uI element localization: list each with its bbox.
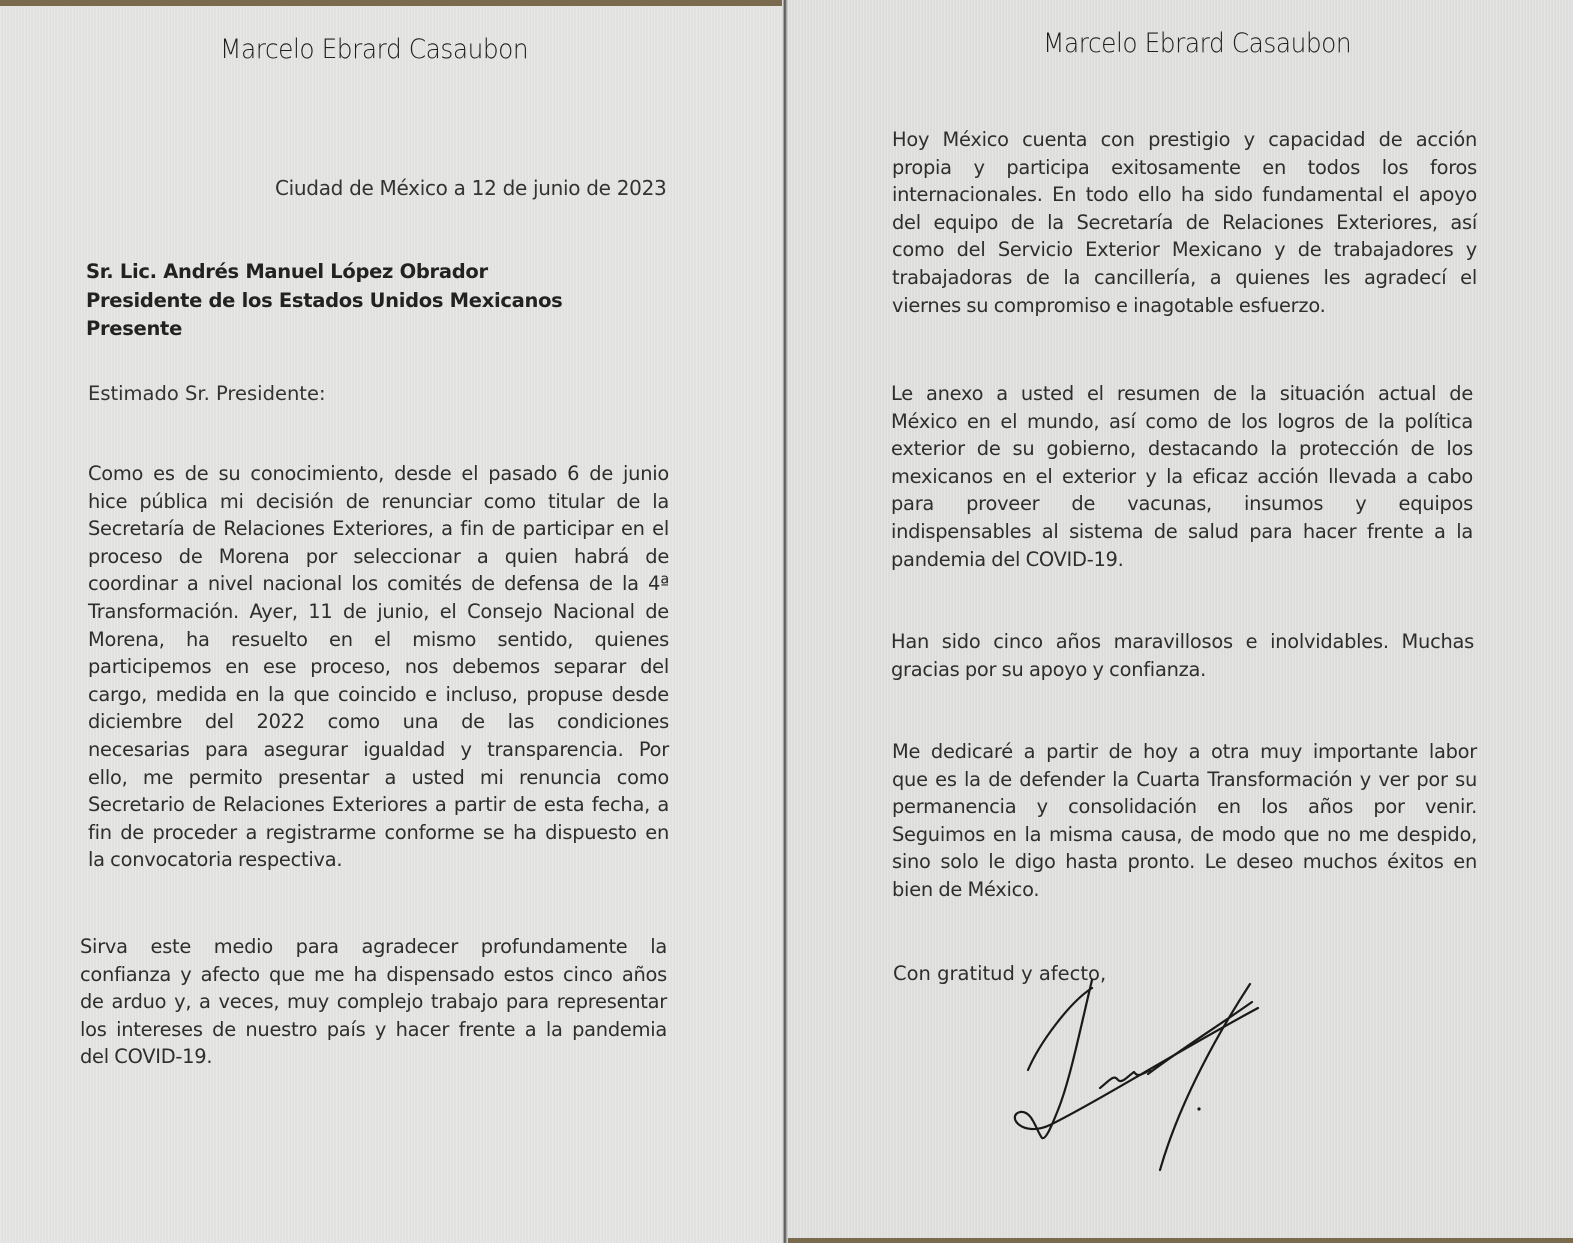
paragraph-line: Seguimos en la misma causa, de modo que no me despido, (892, 822, 1477, 846)
paragraph-line: bien de México. (892, 877, 1040, 901)
paragraph-line: que es la de defender la Cuarta Transformación y ver por su (892, 767, 1477, 791)
paragraph-gratitude (80, 933, 667, 1071)
paragraph-annex-summary (891, 380, 1473, 573)
paragraph-line: Hoy México cuenta con prestigio y capacidad de acción (892, 128, 1477, 151)
paragraph-line: proceso de Morena por seleccionar a quien habrá de (88, 544, 669, 568)
paragraph-line: mexicanos en el exterior y la eficaz acción llevada a cabo (891, 464, 1473, 488)
addressee-block (86, 258, 562, 344)
paragraph-line: México en el mundo, así como de los logros de la política (891, 409, 1473, 433)
paragraph-line: fin de proceder a registrarme conforme se ha dispuesto en (88, 820, 669, 844)
paragraph-line: Secretaría de Relaciones Exteriores, a fin de participar en el (88, 517, 669, 541)
paragraph-line: permanencia y consolidación en los años por venir. (892, 795, 1477, 819)
paragraph-line: viernes su compromiso e inagotable esfuerzo. (892, 293, 1326, 317)
paragraph-line: del COVID-19. (80, 1045, 213, 1069)
closing-line: Con gratitud y afecto, (893, 962, 1107, 985)
paragraph-mexico-prestige (892, 126, 1477, 319)
paragraph-line: como del Servicio Exterior Mexicano y de trabajadores y (892, 238, 1477, 262)
paragraph-line: Transformación. Ayer, 11 de junio, el Consejo Nacional de (88, 599, 669, 623)
paragraph-line: cargo, medida en la que coincido e incluso, propuse desde (88, 682, 669, 706)
paragraph-line: Le anexo a usted el resumen de la situación actual de (891, 382, 1473, 405)
paragraph-line: coordinar a nivel nacional los comités de defensa de la 4ª (88, 572, 669, 596)
letterhead-left: Marcelo Ebrard Casaubon (220, 34, 529, 65)
paragraph-line: Han sido cinco años maravillosos e inolvidables. Muchas (891, 630, 1474, 653)
paragraph-farewell (892, 738, 1477, 904)
paragraph-line: de arduo y, a veces, muy complejo trabajo para representar (80, 990, 667, 1014)
letterhead-right: Marcelo Ebrard Casaubon (1043, 28, 1352, 59)
paragraph-line: internacionales. En todo ello ha sido fundamental el apoyo (892, 183, 1477, 207)
paragraph-line: ello, me permito presentar a usted mi renuncia como (88, 765, 669, 789)
paragraph-line: gracias por su apoyo y confianza. (891, 657, 1207, 681)
signature-stroke-main (1015, 980, 1258, 1138)
addressee-presente: Presente (86, 317, 182, 340)
paragraph-line: sino solo le digo hasta pronto. Le deseo muchos éxitos en (892, 850, 1477, 874)
salutation: Estimado Sr. Presidente: (88, 382, 326, 405)
paragraph-line: propia y participa exitosamente en todos los foros (892, 155, 1477, 179)
paragraph-line: diciembre del 2022 como una de las condiciones (88, 710, 669, 734)
date-line: Ciudad de México a 12 de junio de 2023 (275, 176, 667, 200)
paragraph-line: Sirva este medio para agradecer profundamente la (80, 935, 667, 958)
signature-icon (1010, 970, 1280, 1185)
paragraph-line: necesarias para asegurar igualdad y transparencia. Por (88, 737, 669, 761)
paragraph-line: participemos en ese proceso, nos debemos separar del (88, 655, 669, 679)
paragraph-line: indispensables al sistema de salud para hacer frente a la (891, 519, 1473, 543)
paragraph-line: hice pública mi decisión de renunciar como titular de la (88, 489, 669, 513)
paragraph-thanks (891, 628, 1474, 683)
addressee-title: Presidente de los Estados Unidos Mexicanos (86, 288, 563, 312)
page-divider (782, 0, 788, 1243)
addressee-name: Sr. Lic. Andrés Manuel López Obrador (86, 260, 488, 283)
signature-stroke-cross (1148, 1002, 1252, 1074)
paragraph-line: Como es de su conocimiento, desde el pasado 6 de junio (88, 462, 669, 485)
paragraph-line: para proveer de vacunas, insumos y equipos (891, 492, 1473, 516)
paragraph-line: confianza y afecto que me ha dispensado estos cinco años (80, 962, 667, 986)
signature-stroke-lead (1028, 988, 1092, 1070)
paragraph-line: del equipo de la Secretaría de Relaciones Exteriores, así (892, 210, 1477, 234)
paragraph-line: pandemia del COVID-19. (891, 547, 1124, 571)
paragraph-line: Me dedicaré a partir de hoy a otra muy importante labor (892, 740, 1477, 763)
paragraph-line: los intereses de nuestro país y hacer frente a la pandemia (80, 1017, 667, 1041)
signature-stroke-loop (1100, 1070, 1150, 1088)
paragraph-line: la convocatoria respectiva. (88, 848, 343, 872)
paragraph-line: Morena, ha resuelto en el mismo sentido, quienes (88, 627, 669, 651)
paragraph-line: exterior de su gobierno, destacando la protección de los (891, 437, 1473, 461)
paragraph-line: Secretario de Relaciones Exteriores a partir de esta fecha, a (88, 793, 669, 817)
paragraph-resignation (88, 460, 669, 874)
paragraph-line: trabajadoras de la cancillería, a quienes les agradecí el (892, 265, 1477, 289)
signature-dot (1197, 1107, 1200, 1110)
